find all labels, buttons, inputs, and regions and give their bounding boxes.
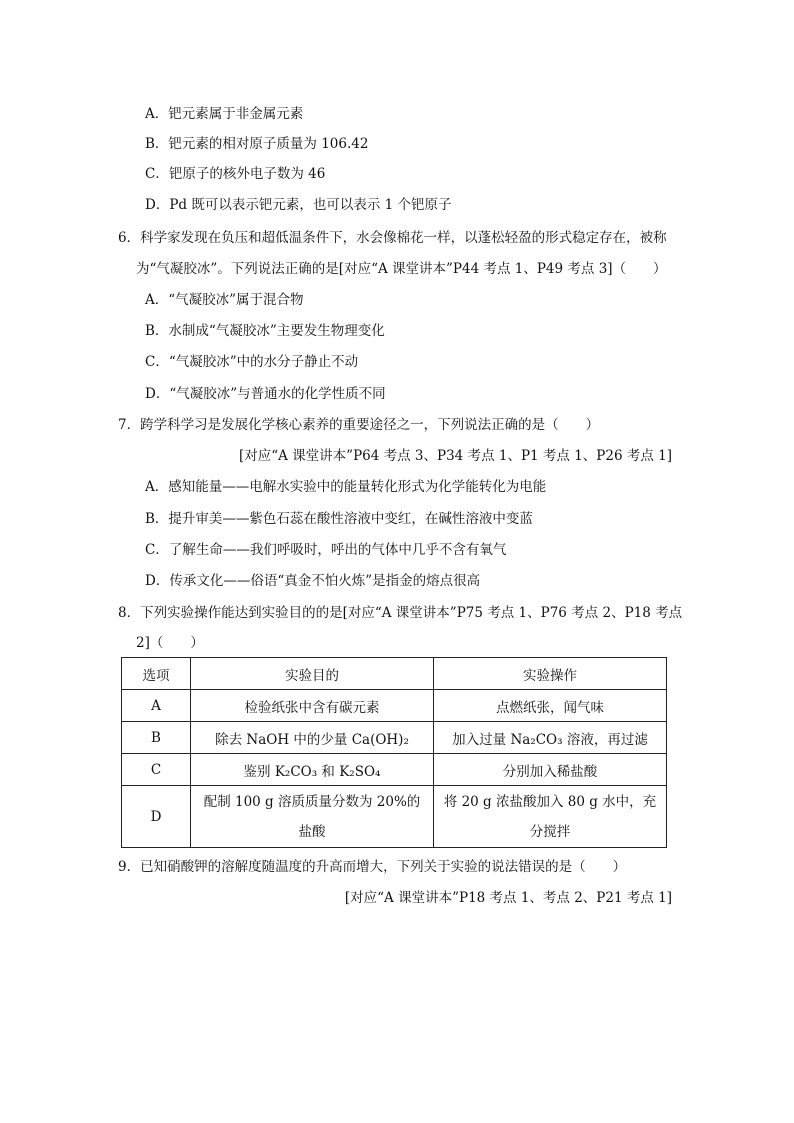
q7-option-d: D．传承文化——俗语“真金不怕火炼”是指金的熔点很高 xyxy=(145,573,481,589)
q6-option-b: B．水制成“气凝胶冰”主要发生物理变化 xyxy=(145,323,385,339)
q9-stem: 9．已知硝酸钾的溶解度随温度的升高而增大，下列关于实验的说法错误的是（ ） xyxy=(118,859,627,875)
row-c-operation: 分别加入稀盐酸 xyxy=(434,754,667,786)
row-d-purpose: 配制 100 g 溶质质量分数为 20%的盐酸 xyxy=(191,786,434,848)
header-purpose: 实验目的 xyxy=(191,658,434,690)
q6-option-d: D．“气凝胶冰”与普通水的化学性质不同 xyxy=(145,386,386,402)
q5-option-d: D．Pd 既可以表示钯元素，也可以表示 1 个钯原子 xyxy=(145,197,452,213)
q6-stem-line1: 6．科学家发现在负压和超低温条件下，水会像棉花一样，以蓬松轻盈的形式稳定存在，被称 xyxy=(118,230,667,246)
table-row xyxy=(122,754,667,786)
q5-option-b: B．钯元素的相对原子质量为 106.42 xyxy=(145,136,369,152)
q5-option-c: C．钯原子的核外电子数为 46 xyxy=(145,166,326,182)
q7-stem: 7．跨学科学习是发展化学核心素养的重要途径之一，下列说法正确的是（ ） xyxy=(118,417,600,433)
row-a-option: A xyxy=(122,690,191,722)
table-row xyxy=(122,786,667,848)
table-row xyxy=(122,722,667,754)
q6-option-c: C．“气凝胶冰”中的水分子静止不动 xyxy=(145,354,359,370)
q8-stem-line2: 2]（ ） xyxy=(136,635,204,651)
table-row xyxy=(122,690,667,722)
q9-reference: [对应“A 课堂讲本”P18 考点 1、考点 2、P21 考点 1] xyxy=(344,890,672,906)
q5-option-a: A．钯元素属于非金属元素 xyxy=(145,106,304,122)
row-c-option: C xyxy=(122,754,191,786)
row-d-option: D xyxy=(122,786,191,848)
row-b-operation: 加入过量 Na₂CO₃ 溶液，再过滤 xyxy=(434,722,667,754)
row-d-operation: 将 20 g 浓盐酸加入 80 g 水中，充分搅拌 xyxy=(434,786,667,848)
row-c-purpose: 鉴别 K₂CO₃ 和 K₂SO₄ xyxy=(191,754,434,786)
row-b-purpose: 除去 NaOH 中的少量 Ca(OH)₂ xyxy=(191,722,434,754)
q7-option-b: B．提升审美——紫色石蕊在酸性溶液中变红，在碱性溶液中变蓝 xyxy=(145,511,533,527)
experiment-table xyxy=(121,657,667,848)
table-header-row xyxy=(122,658,667,690)
q6-stem-line2: 为“气凝胶冰”。下列说法正确的是[对应“A 课堂讲本”P44 考点 1、P49 考点 3]（ ） xyxy=(136,261,667,277)
q6-option-a: A．“气凝胶冰”属于混合物 xyxy=(145,292,304,308)
row-a-operation: 点燃纸张，闻气味 xyxy=(434,690,667,722)
q7-option-a: A．感知能量——电解水实验中的能量转化形式为化学能转化为电能 xyxy=(145,479,547,495)
q7-reference: [对应“A 课堂讲本”P64 考点 3、P34 考点 1、P1 考点 1、P26 考点 1] xyxy=(238,448,672,464)
row-a-purpose: 检验纸张中含有碳元素 xyxy=(191,690,434,722)
header-operation: 实验操作 xyxy=(434,658,667,690)
q8-stem-line1: 8．下列实验操作能达到实验目的的是[对应“A 课堂讲本”P75 考点 1、P76 考点 2、P18 考点 xyxy=(118,605,683,621)
row-b-option: B xyxy=(122,722,191,754)
q7-option-c: C．了解生命——我们呼吸时，呼出的气体中几乎不含有氧气 xyxy=(145,542,507,558)
header-option: 选项 xyxy=(122,658,191,690)
